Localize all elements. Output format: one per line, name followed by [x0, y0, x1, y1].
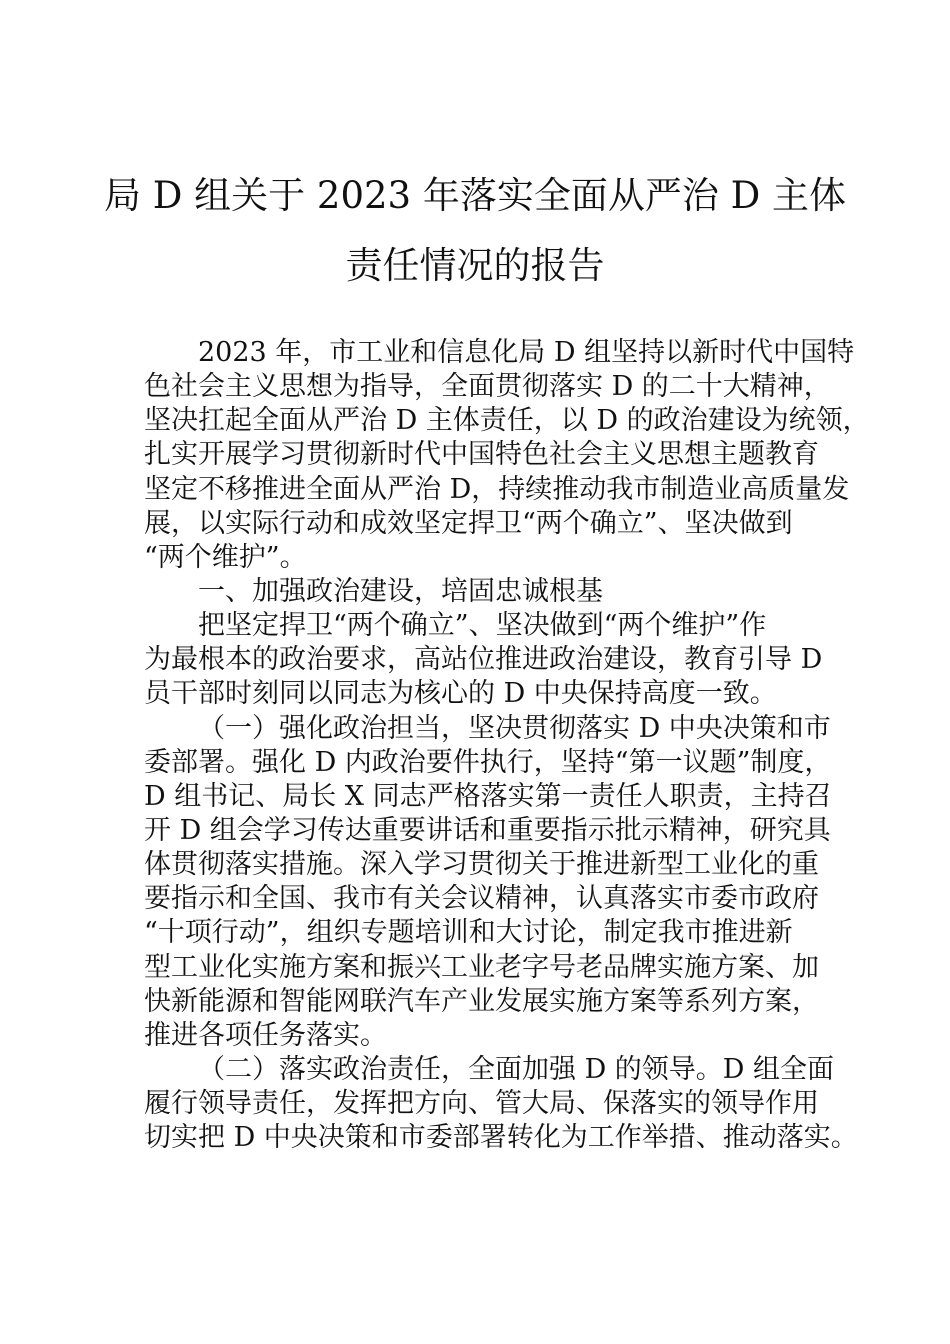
body-line: 2023 年，市工业和信息化局 D 组坚持以新时代中国特 — [198, 337, 855, 368]
body-line: 扎实开展学习贯彻新时代中国特色社会主义思想主题教育 — [144, 439, 819, 471]
document-title-line-2: 责任情况的报告 — [345, 244, 605, 287]
body-line: 要指示和全国、我市有关会议精神，认真落实市委市政府 — [144, 883, 819, 915]
body-line: 色社会主义思想为指导，全面贯彻落实 D 的二十大精神， — [144, 371, 831, 403]
body-line: 坚定不移推进全面从严治 D，持续推动我市制造业高质量发 — [144, 473, 850, 505]
section-heading: 一、加强政治建设，培固忠诚根基 — [198, 575, 603, 607]
body-line: 为最根本的政治要求，高站位推进政治建设，教育引导 D — [144, 644, 823, 676]
body-line: 坚决扛起全面从严治 D 主体责任，以 D 的政治建设为统领， — [144, 405, 870, 437]
body-line: 委部署。强化 D 内政治要件执行，坚持“第一议题”制度， — [144, 746, 832, 778]
body-line: D 组书记、局长 X 同志严格落实第一责任人职责，主持召 — [144, 780, 832, 812]
body-line: 体贯彻落实措施。深入学习贯彻关于推进新型工业化的重 — [144, 849, 819, 881]
body-line: 快新能源和智能网联汽车产业发展实施方案等系列方案， — [144, 985, 819, 1017]
body-line: 把坚定捍卫“两个确立”、坚决做到“两个维护”作 — [198, 610, 767, 642]
body-line: 切实把 D 中央决策和市委部署转化为工作举措、推动落实。 — [144, 1122, 858, 1154]
body-line: 展，以实际行动和成效坚定捍卫“两个确立”、坚决做到 — [144, 507, 793, 539]
document-body — [144, 336, 870, 1155]
body-line: 履行领导责任，发挥把方向、管大局、保落实的领导作用 — [144, 1088, 819, 1120]
body-line: 推进各项任务落实。 — [144, 1019, 387, 1051]
body-line: “十项行动”，组织专题培训和大讨论，制定我市推进新 — [144, 917, 793, 949]
subsection-heading-line: （二）落实政治责任，全面加强 D 的领导。D 组全面 — [198, 1053, 835, 1085]
body-line: “两个维护”。 — [144, 541, 307, 573]
body-line: 型工业化实施方案和振兴工业老字号老品牌实施方案、加 — [144, 951, 819, 983]
body-line: 开 D 组会学习传达重要讲话和重要指示批示精神，研究具 — [144, 814, 831, 846]
subsection-heading-line: （一）强化政治担当，坚决贯彻落实 D 中央决策和市 — [198, 712, 831, 744]
document-title-line-1: 局 D 组关于 2023 年落实全面从严治 D 主体 — [103, 174, 847, 217]
body-line: 员干部时刻同以同志为核心的 D 中央保持高度一致。 — [144, 678, 777, 710]
